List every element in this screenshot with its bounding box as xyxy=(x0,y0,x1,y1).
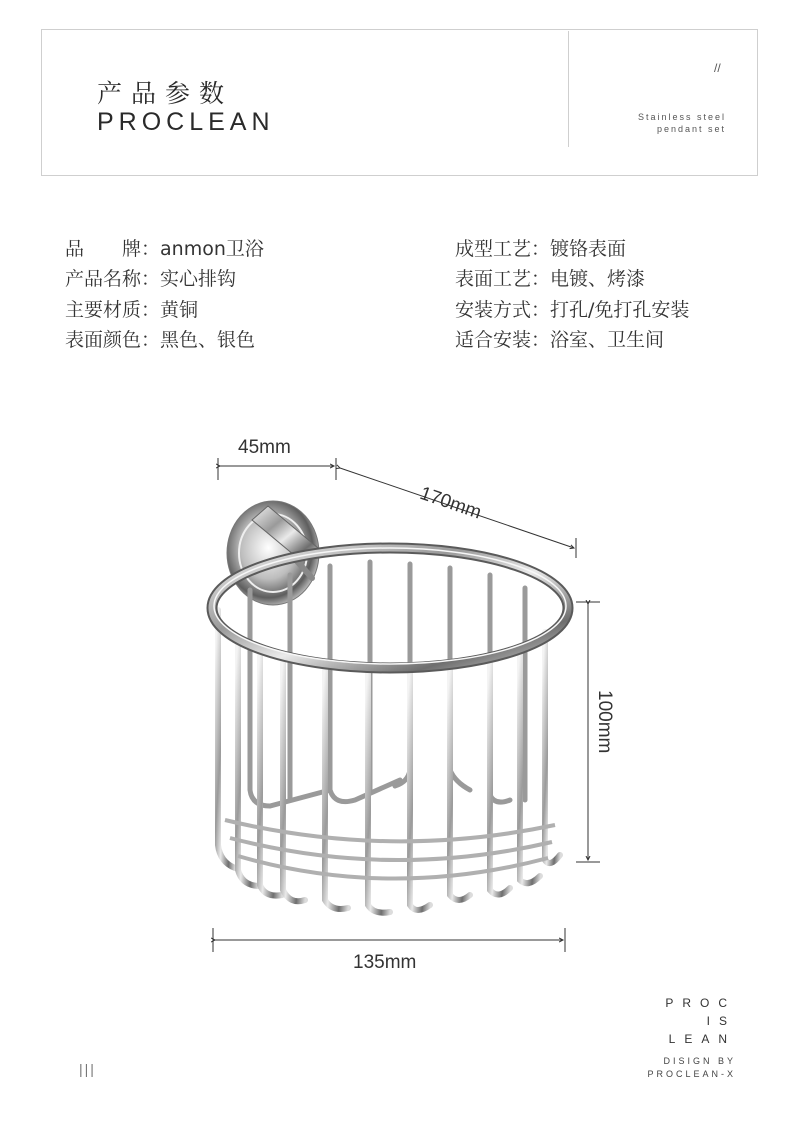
product-basket-illustration xyxy=(0,380,790,1000)
dimension-height: 100mm xyxy=(594,690,615,754)
tagline-line-2: pendant set xyxy=(656,124,726,134)
spec-label: 适合安装： xyxy=(455,329,551,351)
spec-label: 产品名称： xyxy=(65,268,161,290)
spec-value: 浴室、卫生间 xyxy=(550,329,665,351)
footer-design-line-1: DISIGN BY xyxy=(663,1056,736,1066)
spec-material xyxy=(65,295,198,322)
spec-label: 安装方式： xyxy=(455,299,551,321)
dimension-base-width: 45mm xyxy=(238,437,291,458)
footer-logo-line-3: LEAN xyxy=(668,1032,736,1046)
tagline-line-1: Stainless steel xyxy=(637,112,726,122)
slash-mark: // xyxy=(714,61,721,75)
dimension-depth: 170mm xyxy=(417,483,484,524)
basket-rim xyxy=(212,548,568,668)
page-title: 产品参数 xyxy=(97,79,234,108)
spec-value: 电镀、烤漆 xyxy=(550,268,646,290)
footer-logo-line-2: IS xyxy=(706,1014,736,1028)
spec-value: 打孔/免打孔安装 xyxy=(550,299,690,321)
spec-forming xyxy=(455,234,626,261)
basket-back-bars xyxy=(250,562,525,806)
header-divider xyxy=(568,31,569,147)
footer-logo-line-1: PROC xyxy=(665,996,736,1010)
basket-bottom-bands xyxy=(225,820,555,879)
spec-location xyxy=(455,325,664,352)
spec-label: 表面颜色： xyxy=(65,329,161,351)
spec-value: 实心排钩 xyxy=(160,268,237,290)
spec-surface xyxy=(455,264,645,291)
spec-label: 品 牌： xyxy=(65,238,161,260)
spec-label: 主要材质： xyxy=(65,299,161,321)
spec-product-name xyxy=(65,264,236,291)
spec-value: 黄铜 xyxy=(160,299,199,321)
spec-brand xyxy=(65,234,264,261)
brand-title: PROCLEAN xyxy=(97,108,275,136)
spec-value: 镀铬表面 xyxy=(550,238,627,260)
spec-value: anmon卫浴 xyxy=(160,238,264,260)
spec-label: 表面工艺： xyxy=(455,268,551,290)
page-marks: ||| xyxy=(79,1061,96,1077)
spec-color xyxy=(65,325,255,352)
spec-label: 成型工艺： xyxy=(455,238,551,260)
spec-installation xyxy=(455,295,689,322)
spec-value: 黑色、银色 xyxy=(160,329,256,351)
dimension-width: 135mm xyxy=(353,952,417,973)
footer-design-line-2: PROCLEAN-X xyxy=(647,1069,736,1079)
